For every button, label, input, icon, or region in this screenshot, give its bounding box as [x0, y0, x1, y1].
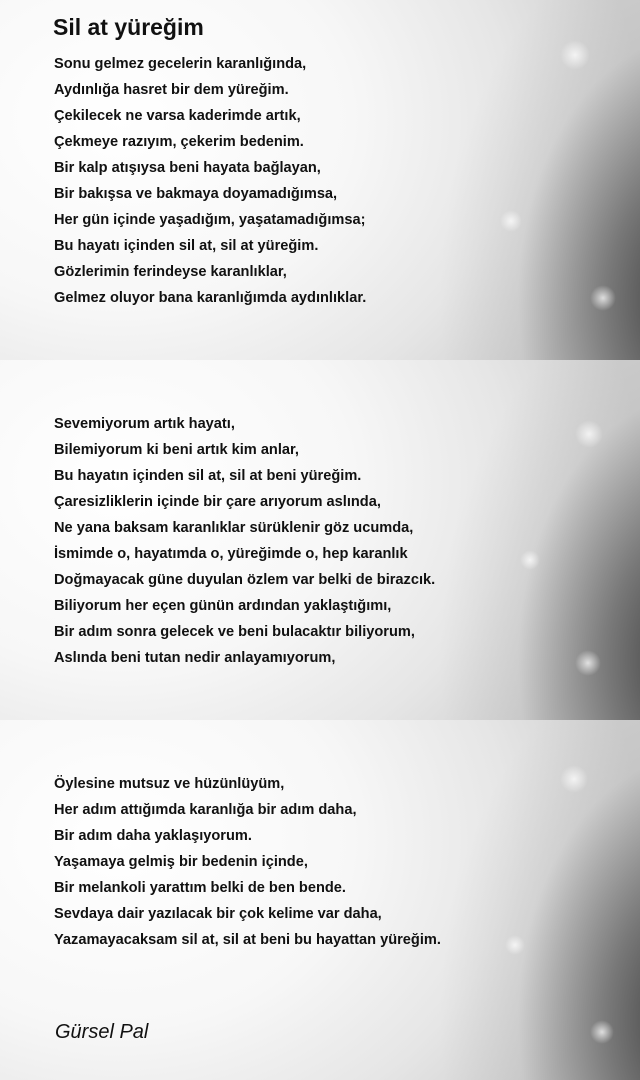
bokeh-sparkle [500, 210, 522, 232]
poem-panel-2 [0, 360, 640, 720]
poem-line: Aydınlığa hasret bir dem yüreğim. [54, 82, 289, 98]
poem-line: Bir adım sonra gelecek ve beni bulacaktır biliyorum, [54, 624, 415, 640]
poem-panel-3 [0, 720, 640, 1080]
poem-line: Sevemiyorum artık hayatı, [54, 416, 235, 432]
poem-line: Bu hayatın içinden sil at, sil at beni yüreğim. [54, 468, 362, 484]
poem-title: Sil at yüreğim [53, 14, 204, 40]
poem-line: Yazamayacaksam sil at, sil at beni bu hayattan yüreğim. [54, 932, 441, 948]
poem-stanza-2 [54, 411, 435, 671]
poem-line: Her gün içinde yaşadığım, yaşatamadığımsa; [54, 212, 366, 228]
bokeh-sparkle [520, 550, 540, 570]
poem-line: Çaresizliklerin içinde bir çare arıyorum aslında, [54, 494, 381, 510]
poem-line: Biliyorum her eçen günün ardından yaklaştığımı, [54, 598, 392, 614]
poem-line: Aslında beni tutan nedir anlayamıyorum, [54, 650, 336, 666]
bokeh-sparkle [560, 40, 590, 70]
bokeh-sparkle [560, 765, 588, 793]
poem-line: Gelmez oluyor bana karanlığımda aydınlıklar. [54, 290, 367, 306]
poem-line: Bir melankoli yarattım belki de ben bende. [54, 880, 346, 896]
poem-author: Gürsel Pal [55, 1021, 149, 1043]
poem-line: Ne yana baksam karanlıklar sürüklenir göz ucumda, [54, 520, 414, 536]
bokeh-sparkle [505, 935, 525, 955]
bokeh-sparkle [575, 650, 601, 676]
poem-line: Bir adım daha yaklaşıyorum. [54, 828, 252, 844]
poem-line: Bir bakışsa ve bakmaya doyamadığımsa, [54, 186, 338, 202]
bokeh-sparkle [590, 285, 616, 311]
poem-line: Gözlerimin ferindeyse karanlıklar, [54, 264, 287, 280]
poem-line: Yaşamaya gelmiş bir bedenin içinde, [54, 854, 308, 870]
poem-line: Çekmeye razıyım, çekerim bedenim. [54, 134, 304, 150]
poem-line: Bir kalp atışıysa beni hayata bağlayan, [54, 160, 321, 176]
poem-line: Doğmayacak güne duyulan özlem var belki de birazcık. [54, 572, 436, 588]
poem-line: Bu hayatı içinden sil at, sil at yüreğim. [54, 238, 319, 254]
poem-line: Bilemiyorum ki beni artık kim anlar, [54, 442, 299, 458]
poem-panel-1 [0, 0, 640, 360]
poem-line: Her adım attığımda karanlığa bir adım daha, [54, 802, 357, 818]
poem-line: Sevdaya dair yazılacak bir çok kelime var daha, [54, 906, 382, 922]
bokeh-sparkle [590, 1020, 614, 1044]
poem-line: Çekilecek ne varsa kaderimde artık, [54, 108, 301, 124]
poem-line: Sonu gelmez gecelerin karanlığında, [54, 56, 307, 72]
poem-line: Öylesine mutsuz ve hüzünlüyüm, [54, 776, 285, 792]
poem-stanza-1 [54, 51, 366, 311]
poem-stanza-3 [54, 771, 441, 953]
bokeh-sparkle [575, 420, 603, 448]
poem-line: İsmimde o, hayatımda o, yüreğimde o, hep karanlık [54, 546, 408, 562]
